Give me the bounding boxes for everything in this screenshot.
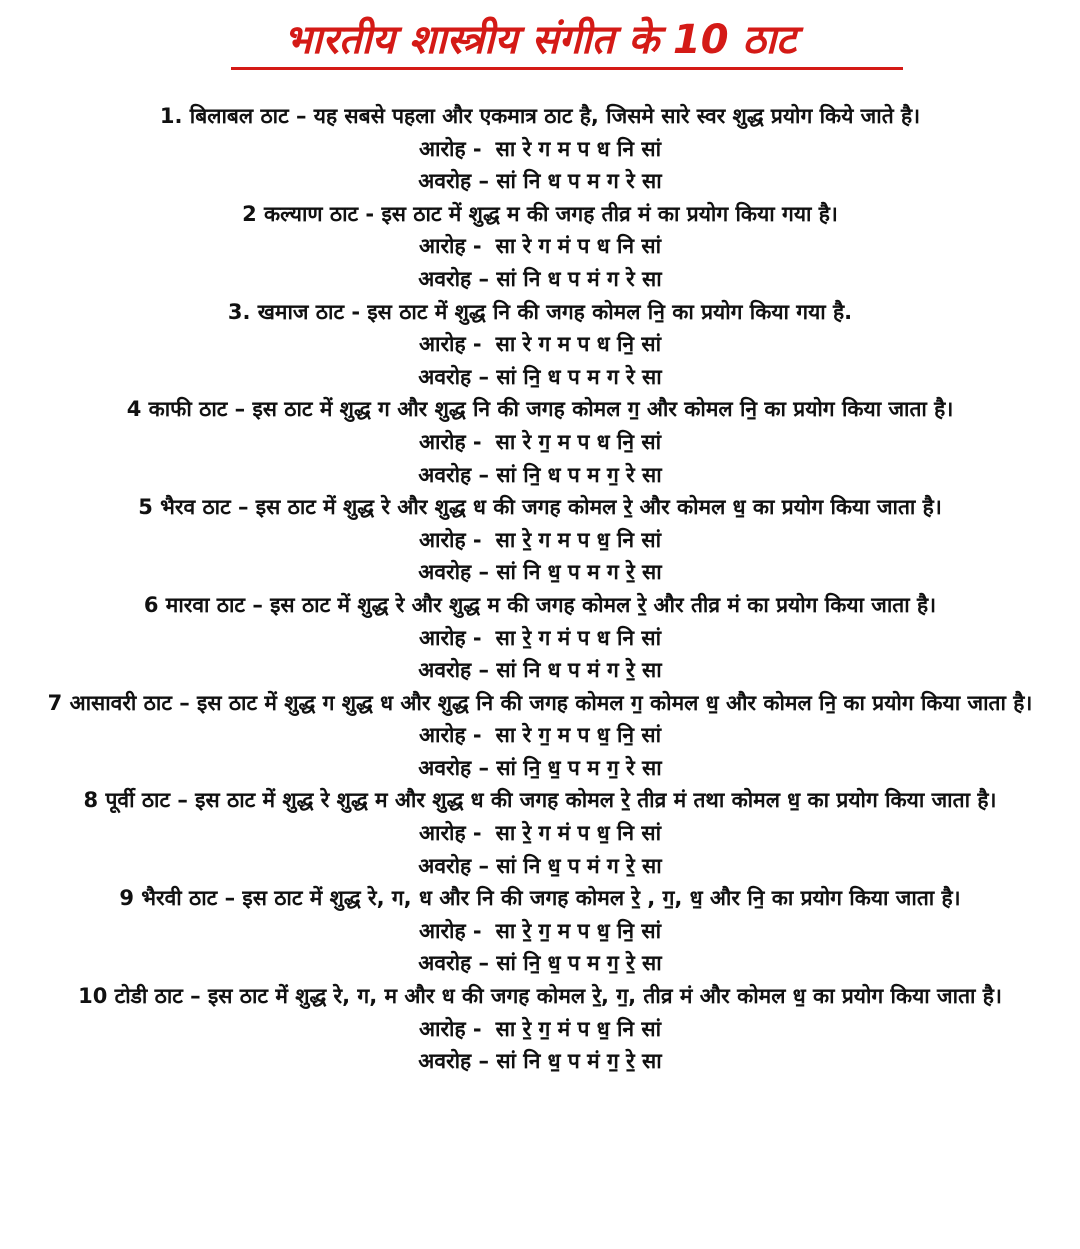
- thaat-description: 6 मारवा ठाट – इस ठाट में शुद्ध रे और शुद्ध म की जगह कोमल रे॒ और तीव्र मं का प्रयोग किया जाता है।: [143, 592, 937, 617]
- thaat-item-10: [20, 980, 1060, 1078]
- aroh-label: आरोह -: [418, 429, 482, 454]
- thaat-description: 10 टोडी ठाट – इस ठाट में शुद्ध रे, ग, म और ध की जगह कोमल रे॒, ग॒, तीव्र मं और कोमल ध॒ का प्रयोग किया जाता है।: [78, 984, 1002, 1009]
- avaroh-notes: सां नि॒ ध प म ग॒ रे सा: [496, 462, 662, 487]
- thaat-description: 5 भैरव ठाट – इस ठाट में शुद्ध रे और शुद्ध ध की जगह कोमल रे॒ और कोमल ध॒ का प्रयोग किया जाता है।: [138, 495, 942, 520]
- aroh-notes: सा रे॒ ग॒ म प ध॒ नि॒ सां: [495, 918, 662, 943]
- thaat-item-4: [20, 393, 1060, 491]
- avaroh-label: अवरोह –: [418, 266, 490, 291]
- aroh-notes: सा रे ग॒ म प ध नि॒ सां: [495, 429, 662, 454]
- aroh-line: [20, 230, 1060, 263]
- avaroh-label: अवरोह –: [418, 755, 490, 780]
- aroh-notes: सा रे॒ ग मं प ध॒ नि सां: [495, 821, 662, 846]
- avaroh-label: अवरोह –: [418, 560, 490, 585]
- aroh-notes: सा रे॒ ग मं प ध नि सां: [495, 625, 662, 650]
- avaroh-line: [20, 459, 1060, 492]
- thaat-description: 3. खमाज ठाट - इस ठाट में शुद्ध नि की जगह कोमल नि॒ का प्रयोग किया गया है.: [227, 299, 853, 324]
- aroh-line: [20, 328, 1060, 361]
- avaroh-line: [20, 654, 1060, 687]
- aroh-label: आरोह -: [418, 527, 482, 552]
- aroh-line: [20, 133, 1060, 166]
- avaroh-line: [20, 752, 1060, 785]
- aroh-label: आरोह -: [418, 136, 482, 161]
- avaroh-notes: सां नि ध॒ प मं ग रे॒ सा: [496, 853, 662, 878]
- avaroh-line: [20, 556, 1060, 589]
- thaat-item-6: [20, 589, 1060, 687]
- thaat-item-9: [20, 882, 1060, 980]
- avaroh-label: अवरोह –: [418, 658, 490, 683]
- avaroh-notes: सां नि॒ ध प म ग रे सा: [496, 364, 662, 389]
- thaat-description: 4 काफी ठाट – इस ठाट में शुद्ध ग और शुद्ध नि की जगह कोमल ग॒ और कोमल नि॒ का प्रयोग किया जाता है।: [126, 397, 954, 422]
- aroh-line: [20, 1013, 1060, 1046]
- thaat-description: 1. बिलाबल ठाट – यह सबसे पहला और एकमात्र ठाट है, जिसमे सारे स्वर शुद्ध प्रयोग किये जाते है।: [159, 104, 921, 128]
- aroh-line: [20, 719, 1060, 752]
- aroh-label: आरोह -: [418, 332, 482, 357]
- aroh-notes: सा रे ग म प ध नि॒ सां: [495, 332, 662, 357]
- thaat-description: 8 पूर्वी ठाट – इस ठाट में शुद्ध रे शुद्ध म और शुद्ध ध की जगह कोमल रे॒ तीव्र मं तथा कोमल ध॒ का प्रयोग किया जाता है।: [83, 788, 997, 813]
- aroh-notes: सा रे॒ ग म प ध॒ नि सां: [495, 527, 662, 552]
- aroh-label: आरोह -: [418, 918, 482, 943]
- aroh-line: [20, 915, 1060, 948]
- page-title: भारतीय शास्त्रीय संगीत के 10 ठाट: [283, 17, 797, 63]
- aroh-label: आरोह -: [418, 234, 482, 259]
- avaroh-notes: सां नि॒ ध॒ प म ग॒ रे॒ सा: [496, 951, 662, 976]
- avaroh-line: [20, 850, 1060, 883]
- aroh-notes: सा रे ग॒ म प ध॒ नि॒ सां: [495, 723, 662, 748]
- title-container: [0, 14, 1080, 66]
- thaat-item-7: [20, 687, 1060, 785]
- aroh-line: [20, 524, 1060, 557]
- title-underline: [231, 67, 903, 70]
- thaat-item-3: [20, 296, 1060, 394]
- avaroh-notes: सां नि ध प मं ग रे॒ सा: [496, 658, 662, 683]
- thaat-item-8: [20, 784, 1060, 882]
- thaat-description: 2 कल्याण ठाट - इस ठाट में शुद्ध म की जगह तीव्र मं का प्रयोग किया गया है।: [242, 201, 838, 226]
- avaroh-label: अवरोह –: [418, 853, 490, 878]
- avaroh-label: अवरोह –: [418, 951, 490, 976]
- avaroh-notes: सां नि॒ ध॒ प म ग॒ रे सा: [496, 755, 662, 780]
- aroh-line: [20, 817, 1060, 850]
- avaroh-label: अवरोह –: [418, 1049, 490, 1074]
- aroh-label: आरोह -: [418, 723, 482, 748]
- aroh-notes: सा रे ग म प ध नि सां: [495, 136, 662, 161]
- avaroh-notes: सां नि ध प मं ग रे सा: [496, 266, 662, 291]
- avaroh-notes: सां नि ध प म ग रे सा: [496, 169, 662, 194]
- thaat-description: 7 आसावरी ठाट – इस ठाट में शुद्ध ग शुद्ध ध और शुद्ध नि की जगह कोमल ग॒ कोमल ध॒ और कोमल नि॒ का प्रयोग किया जाता है।: [47, 690, 1033, 715]
- avaroh-line: [20, 947, 1060, 980]
- aroh-label: आरोह -: [418, 821, 482, 846]
- thaat-item-5: [20, 491, 1060, 589]
- aroh-line: [20, 622, 1060, 655]
- thaat-list: [20, 100, 1060, 1078]
- aroh-line: [20, 426, 1060, 459]
- thaat-description: 9 भैरवी ठाट – इस ठाट में शुद्ध रे, ग, ध और नि की जगह कोमल रे॒ , ग॒, ध॒ और नि॒ का प्रयोग किया जाता है।: [119, 886, 961, 911]
- aroh-notes: सा रे ग मं प ध नि सां: [495, 234, 662, 259]
- avaroh-line: [20, 1045, 1060, 1078]
- thaat-item-2: [20, 198, 1060, 296]
- avaroh-notes: सां नि ध॒ प मं ग॒ रे॒ सा: [496, 1049, 662, 1074]
- avaroh-label: अवरोह –: [418, 462, 490, 487]
- thaat-item-1: [20, 100, 1060, 198]
- avaroh-notes: सां नि ध॒ प म ग रे॒ सा: [496, 560, 662, 585]
- aroh-notes: सा रे॒ ग॒ मं प ध॒ नि सां: [495, 1016, 662, 1041]
- avaroh-label: अवरोह –: [418, 364, 490, 389]
- avaroh-line: [20, 263, 1060, 296]
- avaroh-line: [20, 361, 1060, 394]
- avaroh-label: अवरोह –: [418, 169, 490, 194]
- aroh-label: आरोह -: [418, 625, 482, 650]
- avaroh-line: [20, 165, 1060, 198]
- aroh-label: आरोह -: [418, 1016, 482, 1041]
